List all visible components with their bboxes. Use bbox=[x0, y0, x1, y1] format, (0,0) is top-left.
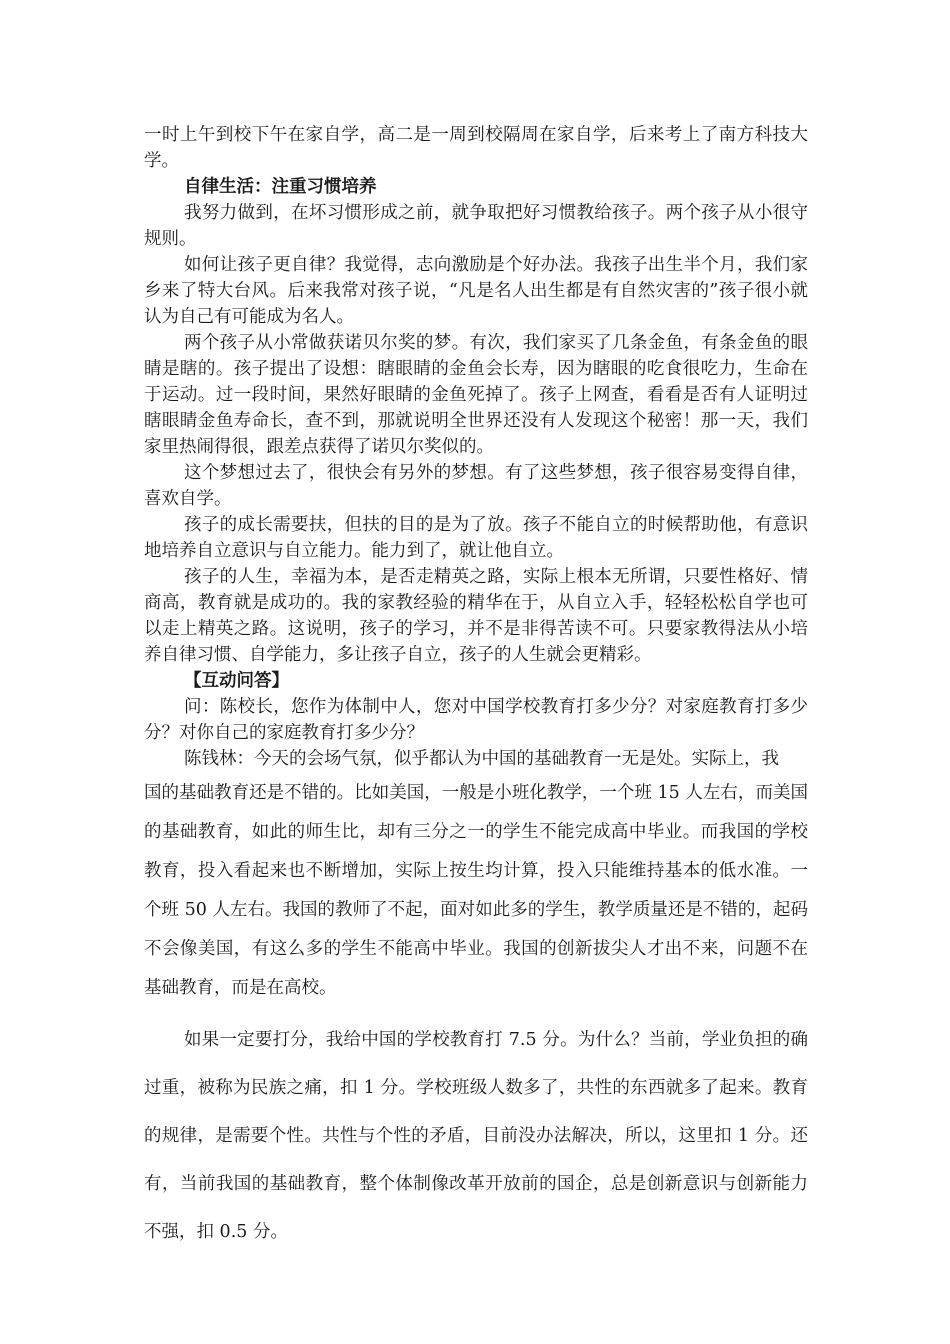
score-paragraph: 如果一定要打分，我给中国的学校教育打 7.5 分。为什么？当前，学业负担的确过重，被称为民族之痛，扣 1 分。学校班级人数多了，共性的东西就多了起来。教育的规律，是需要个性。共性与个性的矛盾，目前没办法解决，所以，这里扣 1 分。还有，当前我国的基础教育，整个体制像改革开放前的国企，总是创新意识与创新能力不强，扣 0.5 分。 bbox=[144, 1030, 808, 1242]
section-heading-self-discipline: 自律生活：注重习惯培养 bbox=[184, 177, 377, 197]
paragraph: 两个孩子从小常做获诺贝尔奖的梦。有次，我们家买了几条金鱼，有条金鱼的眼睛是瞎的。孩子提出了设想：瞎眼睛的金鱼会长寿，因为瞎眼的吃食很吃力，生命在于运动。过一段时间，果然好眼睛的金鱼死掉了。孩子上网查，看看是否有人证明过瞎眼睛金鱼寿命长，查不到，那就说明全世界还没有人发现这个秘密！那一天，我们家里热闹得很，跟差点获得了诺贝尔奖似的。 bbox=[144, 333, 808, 457]
paragraph: 我努力做到，在坏习惯形成之前，就争取把好习惯教给孩子。两个孩子从小很守规则。 bbox=[144, 203, 808, 249]
paragraph: 这个梦想过去了，很快会有另外的梦想。有了这些梦想，孩子很容易变得自律，喜欢自学。 bbox=[144, 463, 808, 509]
answer-continued-block bbox=[144, 774, 808, 1008]
score-block bbox=[144, 1016, 808, 1256]
section-heading-qa: 【互动问答】 bbox=[184, 671, 289, 691]
paragraph-continued: 一时上午到校下午在家自学，高二是一周到校隔周在家自学，后来考上了南方科技大学。 bbox=[144, 125, 808, 171]
paragraph: 如何让孩子更自律？我觉得，志向激励是个好办法。我孩子出生半个月，我们家乡来了特大台风。后来我常对孩子说，“凡是名人出生都是有自然灾害的”孩子很小就认为自己有可能成为名人。 bbox=[144, 255, 808, 327]
section-self-discipline bbox=[144, 122, 808, 772]
paragraph: 孩子的人生，幸福为本，是否走精英之路，实际上根本无所谓，只要性格好、情商高，教育就是成功的。我的家教经验的精华在于，从自立入手，轻轻松松自学也可以走上精英之路。这说明，孩子的学习，并不是非得苦读不可。只要家教得法从小培养自律习惯、自学能力，多让孩子自立，孩子的人生就会更精彩。 bbox=[144, 567, 808, 665]
answer-paragraph-start: 陈钱林：今天的会场气氛，似乎都认为中国的基础教育一无是处。实际上，我 bbox=[184, 749, 779, 769]
article-body bbox=[144, 122, 808, 1256]
paragraph: 孩子的成长需要扶，但扶的目的是为了放。孩子不能自立的时候帮助他，有意识地培养自立意识与自立能力。能力到了，就让他自立。 bbox=[144, 515, 808, 561]
answer-paragraph-continued: 国的基础教育还是不错的。比如美国，一般是小班化教学，一个班 15 人左右，而美国的基础教育，如此的师生比，却有三分之一的学生不能完成高中毕业。而我国的学校教育，投入看起来也不断增加，实际上按生均计算，投入只能维持基本的低水准。一个班 50 人左右。我国的教师了不起，面对如此多的学生，教学质量还是不错的，起码不会像美国，有这么多的学生不能高中毕业。我国的创新拔尖人才出不来，问题不在基础教育，而是在高校。 bbox=[144, 783, 808, 998]
question-paragraph: 问：陈校长，您作为体制中人，您对中国学校教育打多少分？对家庭教育打多少分？对你自己的家庭教育打多少分？ bbox=[144, 697, 808, 743]
